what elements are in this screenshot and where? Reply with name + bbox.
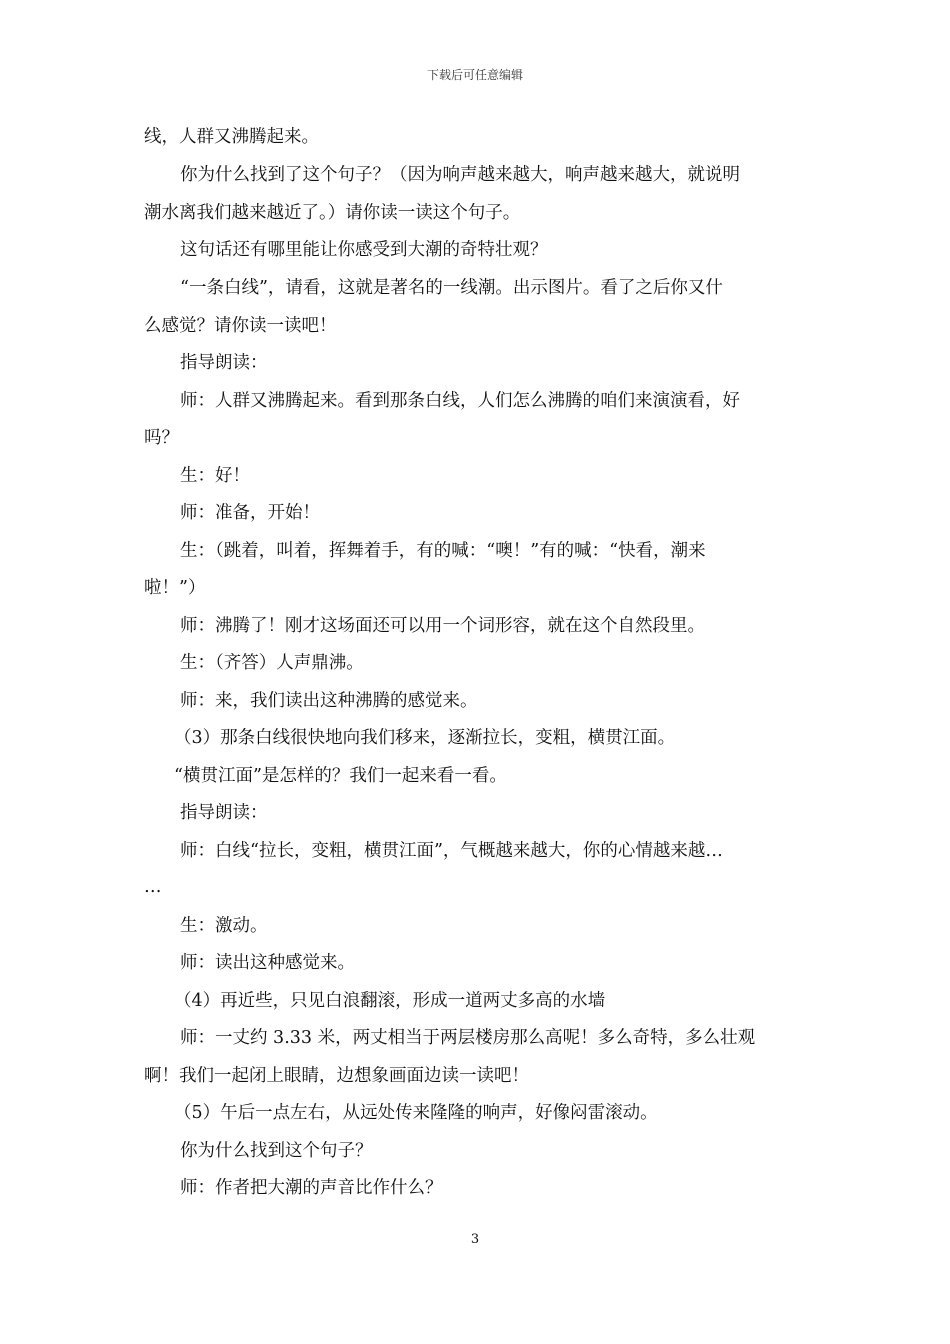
- text-line: 师：准备，开始！: [180, 503, 320, 523]
- text-line: 吗？: [144, 428, 179, 448]
- text-line: 师：作者把大潮的声音比作什么？: [180, 1178, 443, 1198]
- text-line: 线，人群又沸腾起来。: [144, 127, 319, 147]
- text-line: 生：好！: [180, 466, 250, 486]
- text-line: 生：（跳着，叫着，挥舞着手，有的喊：“噢！”有的喊：“快看，潮来: [180, 541, 706, 561]
- text-line: 师：来，我们读出这种沸腾的感觉来。: [180, 691, 478, 711]
- text-line: 生：（齐答）人声鼎沸。: [180, 653, 364, 673]
- text-line: 这句话还有哪里能让你感受到大潮的奇特壮观？: [180, 240, 548, 260]
- text-line: 么感觉？请你读一读吧！: [144, 316, 337, 336]
- text-line: 师：读出这种感觉来。: [180, 953, 355, 973]
- text-line: 啊！我们一起闭上眼睛，边想象画面边读一读吧！: [144, 1066, 529, 1086]
- text-line: 你为什么找到了这个句子？（因为响声越来越大，响声越来越大，就说明: [180, 165, 740, 185]
- text-line: 啦！”）: [144, 578, 206, 598]
- text-line: （4）再近些，只见白浪翻滚，形成一道两丈多高的水墙: [174, 991, 606, 1011]
- text-line: 你为什么找到这个句子？: [180, 1141, 373, 1161]
- text-line: 师：一丈约 3.33 米，两丈相当于两层楼房那么高呢！多么奇特，多么壮观: [180, 1028, 756, 1048]
- page-header: 下载后可任意编辑: [426, 68, 523, 82]
- text-line: 指导朗读：: [180, 353, 268, 373]
- text-line: 潮水离我们越来越近了。）请你读一读这个句子。: [144, 203, 521, 223]
- text-line: 师：人群又沸腾起来。看到那条白线，人们怎么沸腾的咱们来演演看，好: [180, 391, 740, 411]
- text-line: “横贯江面”是怎样的？我们一起来看一看。: [174, 766, 507, 786]
- text-line: （5）午后一点左右，从远处传来隆隆的响声，好像闷雷滚动。: [174, 1103, 658, 1123]
- text-line: 生：激动。: [180, 916, 268, 936]
- text-line: …: [144, 877, 162, 897]
- text-line: 师：沸腾了！刚才这场面还可以用一个词形容，就在这个自然段里。: [180, 616, 705, 636]
- text-line: 指导朗读：: [180, 803, 268, 823]
- text-line: “一条白线”，请看，这就是著名的一线潮。出示图片。看了之后你又什: [180, 278, 723, 298]
- text-line: 师：白线“拉长，变粗，横贯江面”，气概越来越大，你的心情越来越…: [180, 841, 723, 861]
- text-line: （3）那条白线很快地向我们移来，逐渐拉长，变粗，横贯江面。: [174, 728, 676, 748]
- page-number: 3: [470, 1232, 480, 1247]
